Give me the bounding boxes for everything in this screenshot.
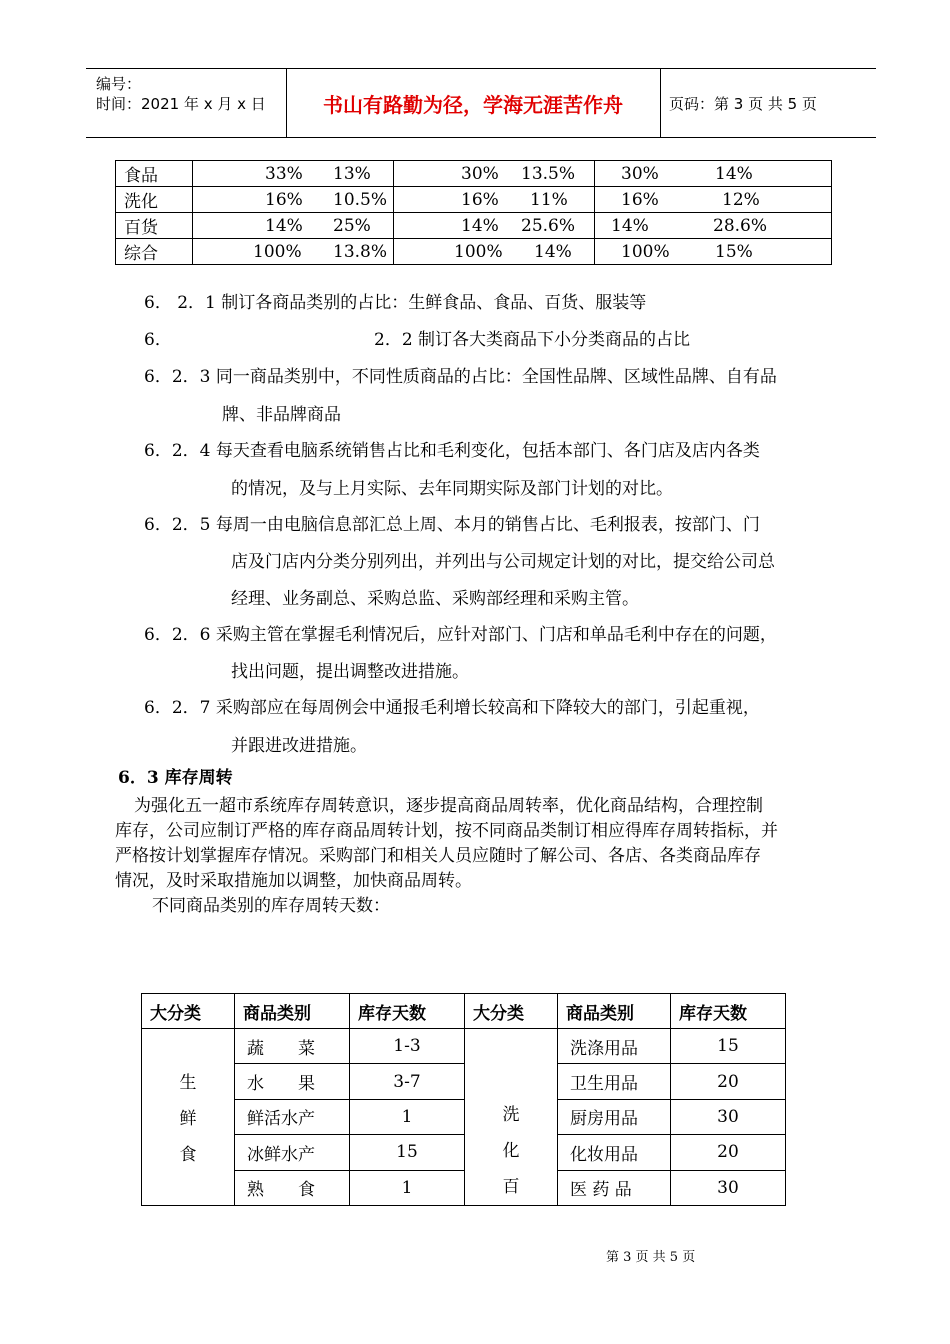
value-cell xyxy=(193,239,394,265)
value-text: 100% xyxy=(454,241,503,262)
item-6-2-5-cont2: 经理、业务副总、采购总监、采购部经理和采购主管。 xyxy=(231,589,639,609)
value-text: 14% xyxy=(715,163,753,184)
table-row xyxy=(116,239,832,265)
table-row xyxy=(116,161,832,187)
group-char: 鲜 xyxy=(179,1109,197,1129)
value-cell xyxy=(394,161,595,187)
value-text: 16% xyxy=(461,189,499,210)
inventory-days-table xyxy=(141,993,786,1206)
value-text: 33% xyxy=(265,163,303,184)
header-cell: 库存天数 xyxy=(350,994,465,1029)
value-text: 30% xyxy=(461,163,499,184)
header-cell: 大分类 xyxy=(142,994,235,1029)
item-name: 化妆用品 xyxy=(558,1135,671,1170)
group-cell-left xyxy=(142,1029,235,1206)
header-cell: 商品类别 xyxy=(235,994,350,1029)
item-days: 30 xyxy=(671,1170,786,1205)
group-char: 生 xyxy=(179,1073,197,1093)
value-text: 13% xyxy=(333,163,371,184)
item-name: 鲜活水产 xyxy=(235,1099,350,1134)
item-days: 1 xyxy=(350,1170,465,1205)
value-text: 14% xyxy=(534,241,572,262)
ratio-table xyxy=(115,160,832,265)
section-title: 6．3 库存周转 xyxy=(118,768,233,788)
value-cell xyxy=(193,161,394,187)
group-char: 化 xyxy=(502,1141,520,1161)
header-motto: 书山有路勤为径，学海无涯苦作舟 xyxy=(286,69,661,137)
section-para-line: 为强化五一超市系统库存周转意识，逐步提高商品周转率，优化商品结构，合理控制 xyxy=(134,796,763,816)
group-char: 洗 xyxy=(502,1105,520,1125)
item-days: 30 xyxy=(671,1099,786,1134)
value-text: 100% xyxy=(253,241,302,262)
header-time: 时间：2021 年 x 月 x 日 xyxy=(96,95,266,113)
section-para-line: 库存，公司应制订严格的库存商品周转计划，按不同商品类制订相应得库存周转指标，并 xyxy=(115,821,778,841)
item-6-2-3-cont: 牌、非品牌商品 xyxy=(222,405,341,425)
item-name: 医 药 品 xyxy=(558,1170,671,1205)
section-para-intro: 不同商品类别的库存周转天数： xyxy=(152,896,390,916)
value-text: 14% xyxy=(611,215,649,236)
value-cell xyxy=(193,187,394,213)
value-text: 14% xyxy=(265,215,303,236)
table-row xyxy=(116,187,832,213)
group-cell-right xyxy=(465,1029,558,1206)
table-row xyxy=(142,1170,786,1205)
item-6-2-2-number: 6． xyxy=(144,330,172,350)
table-row xyxy=(116,213,832,239)
category-cell: 百货 xyxy=(116,213,193,239)
value-text: 16% xyxy=(265,189,303,210)
item-6-2-1: 6． 2．1 制订各商品类别的占比：生鲜食品、食品、百货、服装等 xyxy=(144,293,647,313)
table-row xyxy=(142,1135,786,1170)
item-6-2-5-cont1: 店及门店内分类分别列出，并列出与公司规定计划的对比，提交给公司总 xyxy=(231,552,775,572)
header-number: 编号： xyxy=(96,75,142,93)
item-6-2-6-cont: 找出问题，提出调整改进措施。 xyxy=(231,662,469,682)
value-cell xyxy=(394,187,595,213)
item-days: 15 xyxy=(350,1135,465,1170)
item-name: 水 果 xyxy=(235,1064,350,1099)
value-cell xyxy=(394,213,595,239)
value-text: 10.5% xyxy=(333,189,388,210)
category-cell: 综合 xyxy=(116,239,193,265)
header-meta xyxy=(86,69,287,137)
value-text: 13.5% xyxy=(521,163,576,184)
value-cell xyxy=(595,213,832,239)
value-cell xyxy=(394,239,595,265)
value-text: 15% xyxy=(715,241,753,262)
value-text: 11% xyxy=(530,189,568,210)
header-cell: 大分类 xyxy=(465,994,558,1029)
category-cell: 食品 xyxy=(116,161,193,187)
value-text: 14% xyxy=(461,215,499,236)
table-row xyxy=(142,1029,786,1064)
group-char: 百 xyxy=(502,1177,520,1197)
item-days: 20 xyxy=(671,1064,786,1099)
item-name: 洗涤用品 xyxy=(558,1029,671,1064)
item-name: 熟 食 xyxy=(235,1170,350,1205)
item-6-2-4-cont: 的情况，及与上月实际、去年同期实际及部门计划的对比。 xyxy=(231,479,673,499)
page-footer: 第 3 页 共 5 页 xyxy=(606,1250,696,1265)
value-text: 100% xyxy=(621,241,670,262)
value-text: 13.8% xyxy=(333,241,388,262)
value-text: 30% xyxy=(621,163,659,184)
table-header-row xyxy=(142,994,786,1029)
item-6-2-7: 6．2．7 采购部应在每周例会中通报毛利增长较高和下降较大的部门，引起重视， xyxy=(144,698,760,718)
value-text: 28.6% xyxy=(713,215,768,236)
value-text: 25% xyxy=(333,215,371,236)
category-cell: 洗化 xyxy=(116,187,193,213)
item-name: 厨房用品 xyxy=(558,1099,671,1134)
item-days: 15 xyxy=(671,1029,786,1064)
item-6-2-3: 6．2．3 同一商品类别中，不同性质商品的占比：全国性品牌、区域性品牌、自有品 xyxy=(144,367,777,387)
page-header xyxy=(86,68,876,138)
value-cell xyxy=(595,187,832,213)
item-name: 冰鲜水产 xyxy=(235,1135,350,1170)
value-text: 12% xyxy=(722,189,760,210)
value-text: 25.6% xyxy=(521,215,576,236)
value-cell xyxy=(595,239,832,265)
section-para-line: 情况，及时采取措施加以调整，加快商品周转。 xyxy=(115,871,472,891)
item-days: 3-7 xyxy=(350,1064,465,1099)
item-6-2-5: 6．2．5 每周一由电脑信息部汇总上周、本月的销售占比、毛利报表，按部门、门 xyxy=(144,515,760,535)
value-cell xyxy=(595,161,832,187)
value-text: 16% xyxy=(621,189,659,210)
table-row xyxy=(142,1064,786,1099)
item-6-2-7-cont: 并跟进改进措施。 xyxy=(231,736,367,756)
item-6-2-6: 6．2．6 采购主管在掌握毛利情况后，应针对部门、门店和单品毛利中存在的问题， xyxy=(144,625,777,645)
item-days: 20 xyxy=(671,1135,786,1170)
header-cell: 商品类别 xyxy=(558,994,671,1029)
item-name: 蔬 菜 xyxy=(235,1029,350,1064)
item-days: 1 xyxy=(350,1099,465,1134)
table-row xyxy=(142,1099,786,1134)
item-days: 1-3 xyxy=(350,1029,465,1064)
section-para-line: 严格按计划掌握库存情况。采购部门和相关人员应随时了解公司、各店、各类商品库存 xyxy=(115,846,761,866)
group-char: 食 xyxy=(179,1145,197,1165)
item-6-2-2-text: 2．2 制订各大类商品下小分类商品的占比 xyxy=(374,330,691,350)
item-name: 卫生用品 xyxy=(558,1064,671,1099)
header-page: 页码：第 3 页 共 5 页 xyxy=(669,94,817,113)
value-cell xyxy=(193,213,394,239)
header-cell: 库存天数 xyxy=(671,994,786,1029)
item-6-2-4: 6．2．4 每天查看电脑系统销售占比和毛利变化，包括本部门、各门店及店内各类 xyxy=(144,441,760,461)
